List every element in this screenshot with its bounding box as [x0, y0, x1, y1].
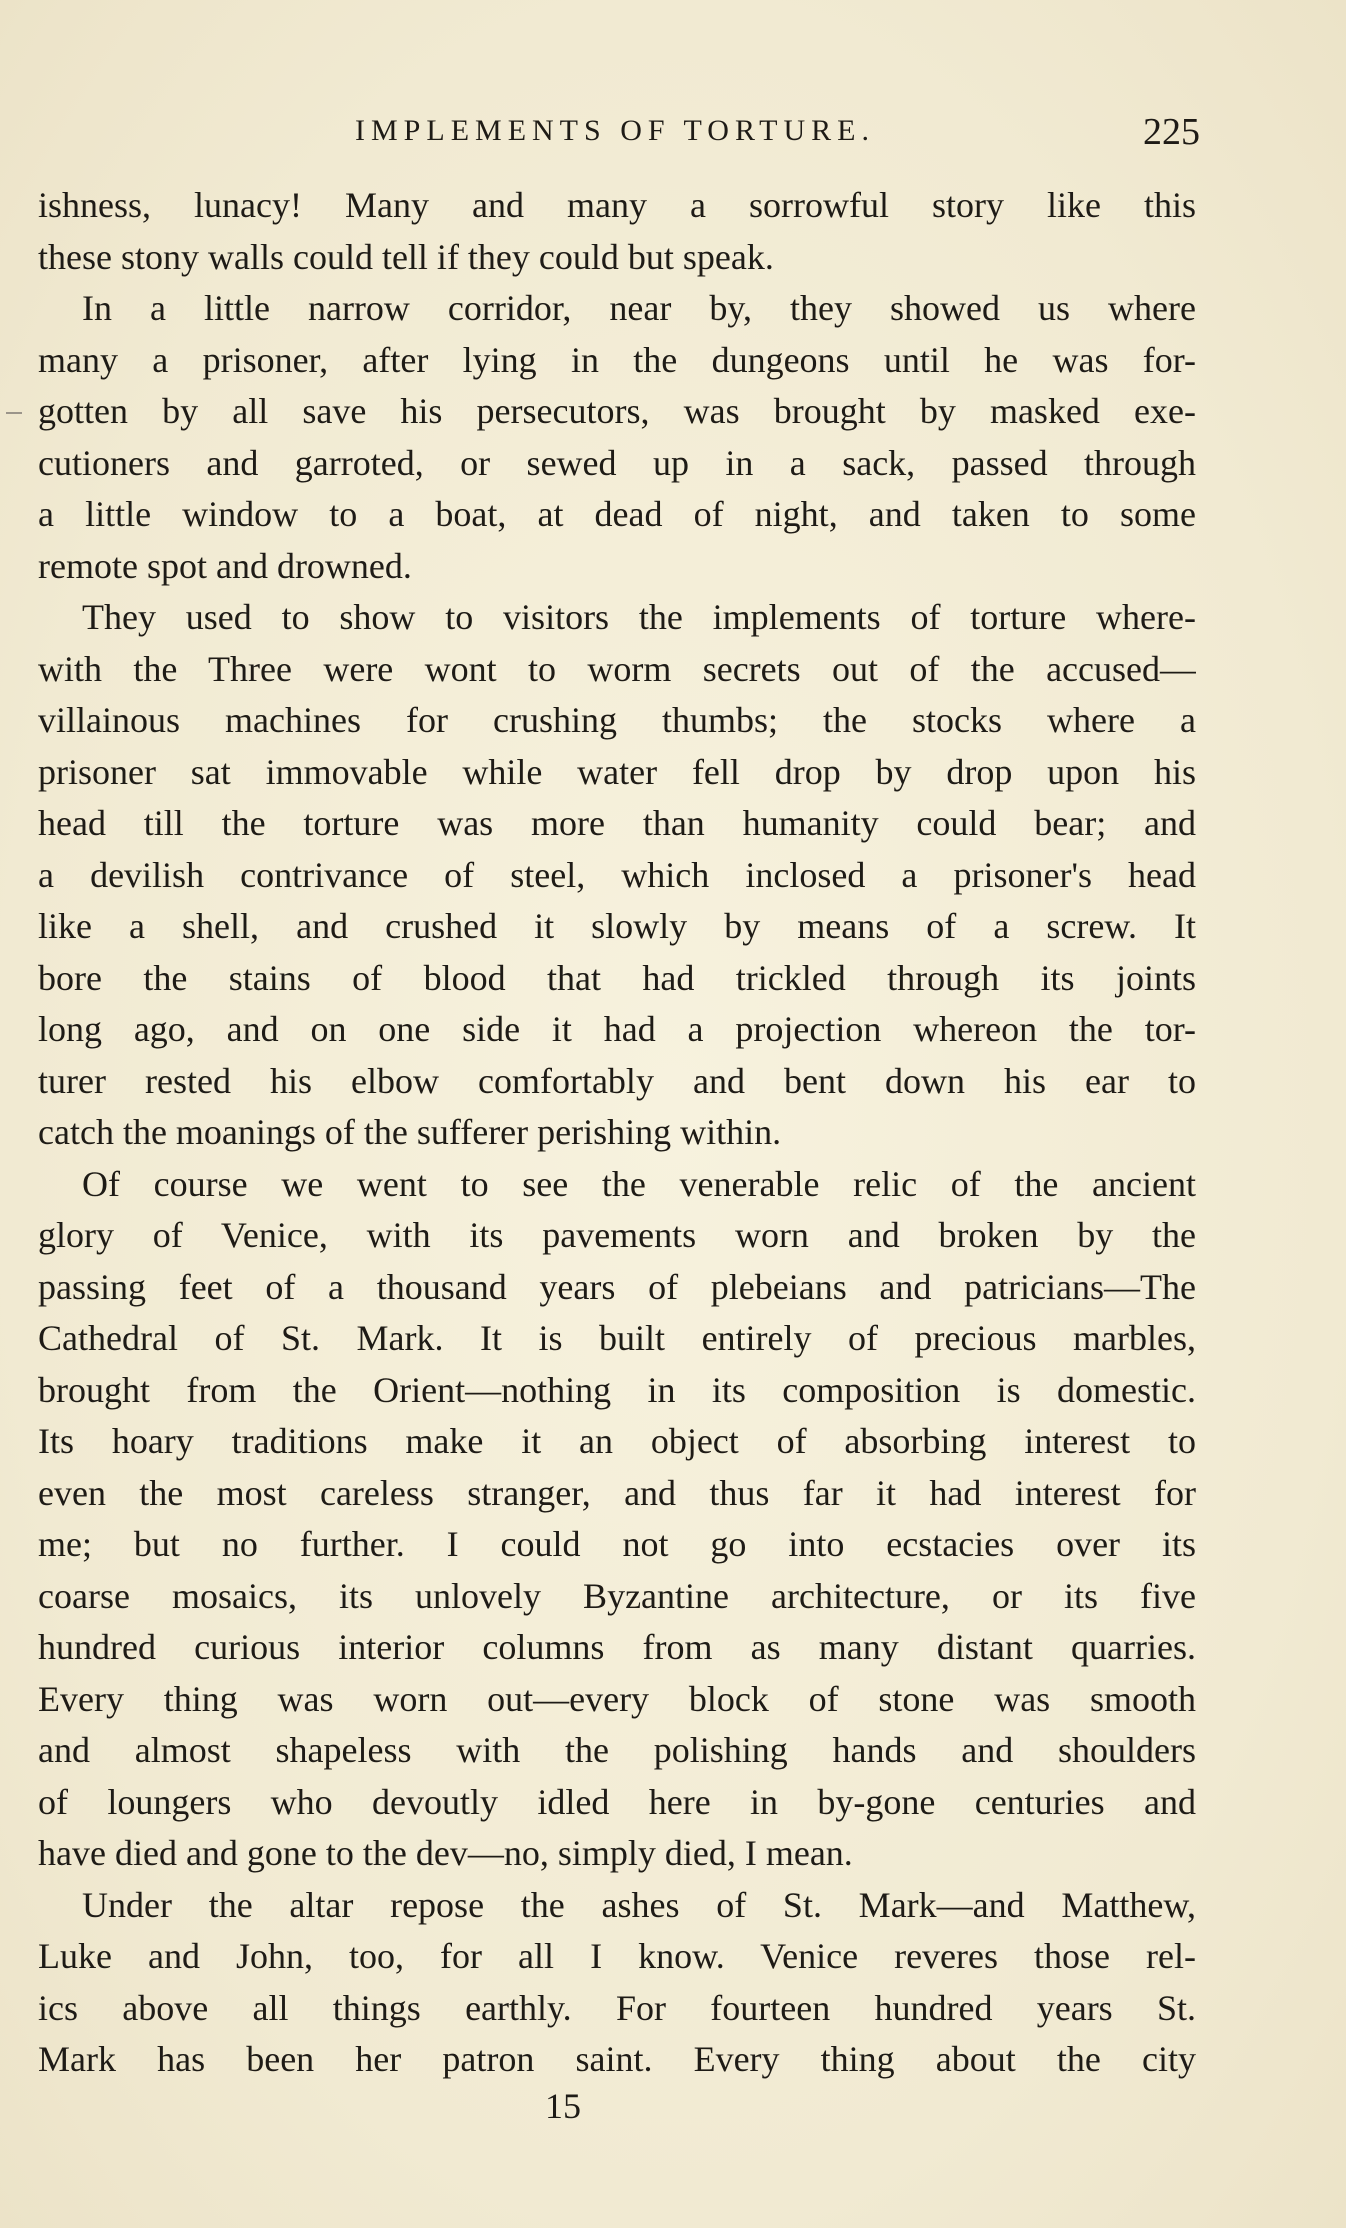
text-line: a little window to a boat, at dead of night, and taken to some — [38, 494, 1196, 534]
text-line: long ago, and on one side it had a projection whereon the tor- — [38, 1009, 1196, 1049]
text-line: Cathedral of St. Mark. It is built entirely of precious marbles, — [38, 1318, 1196, 1358]
text-line: even the most careless stranger, and thus far it had interest for — [38, 1472, 1196, 1513]
text-line: brought from the Orient—nothing in its composition is domestic. — [38, 1369, 1196, 1410]
text-line: have died and gone to the dev—no, simply died, I mean. — [38, 1833, 853, 1873]
paragraph-start-line: Under the altar repose the ashes of St. Mark—and Matthew, — [82, 1884, 1196, 1925]
text-line: catch the moanings of the sufferer perishing within. — [38, 1112, 782, 1152]
text-line: a devilish contrivance of steel, which inclosed a prisoner's head — [38, 854, 1196, 895]
text-line: turer rested his elbow comfortably and bent down his ear to — [38, 1060, 1196, 1101]
text-line: hundred curious interior columns from as many distant quarries. — [38, 1627, 1196, 1667]
text-line: coarse mosaics, its unlovely Byzantine architecture, or its five — [38, 1575, 1196, 1616]
signature-mark: 15 — [545, 2086, 581, 2126]
text-line: like a shell, and crushed it slowly by means of a screw. It — [38, 906, 1196, 946]
text-line: of loungers who devoutly idled here in by-gone centuries and — [38, 1781, 1196, 1822]
running-head — [30, 110, 1200, 160]
text-line: bore the stains of blood that had trickled through its joints — [38, 957, 1196, 998]
text-line: remote spot and drowned. — [38, 545, 412, 586]
paragraph-start-line: They used to show to visitors the implements of torture where- — [82, 597, 1196, 637]
text-line: these stony walls could tell if they could but speak. — [38, 236, 774, 277]
text-line: Luke and John, too, for all I know. Venice reveres those rel- — [38, 1936, 1196, 1976]
paragraph-start-line: Of course we went to see the venerable relic of the ancient — [82, 1163, 1196, 1204]
text-line: with the Three were wont to worm secrets out of the accused— — [38, 648, 1196, 689]
text-line: Its hoary traditions make it an object of absorbing interest to — [38, 1421, 1196, 1461]
text-line: Mark has been her patron saint. Every thing about the city — [38, 2039, 1196, 2079]
text-line: me; but no further. I could not go into ecstacies over its — [38, 1524, 1196, 1564]
text-line: head till the torture was more than humanity could bear; and — [38, 803, 1196, 843]
text-line: glory of Venice, with its pavements worn and broken by the — [38, 1215, 1196, 1255]
text-line: cutioners and garroted, or sewed up in a sack, passed through — [38, 442, 1196, 483]
text-line: passing feet of a thousand years of plebeians and patricians—The — [38, 1266, 1196, 1307]
text-line: Every thing was worn out—every block of stone was smooth — [38, 1678, 1196, 1719]
text-line: gotten by all save his persecutors, was brought by masked exe- — [38, 391, 1196, 431]
text-line: and almost shapeless with the polishing hands and shoulders — [38, 1730, 1196, 1770]
margin-mark — [6, 412, 22, 414]
text-line: prisoner sat immovable while water fell drop by drop upon his — [38, 751, 1196, 792]
text-line: ics above all things earthly. For fourteen hundred years St. — [38, 1987, 1196, 2028]
body-text — [38, 180, 1196, 2086]
text-line: many a prisoner, after lying in the dungeons until he was for- — [38, 339, 1196, 380]
chapter-title: IMPLEMENTS OF TORTURE. — [355, 114, 875, 147]
text-line: ishness, lunacy! Many and many a sorrowful story like this — [38, 185, 1196, 225]
paragraph-start-line: In a little narrow corridor, near by, they showed us where — [82, 288, 1196, 328]
text-line: villainous machines for crushing thumbs; the stocks where a — [38, 700, 1196, 740]
page-number: 225 — [1143, 111, 1200, 153]
